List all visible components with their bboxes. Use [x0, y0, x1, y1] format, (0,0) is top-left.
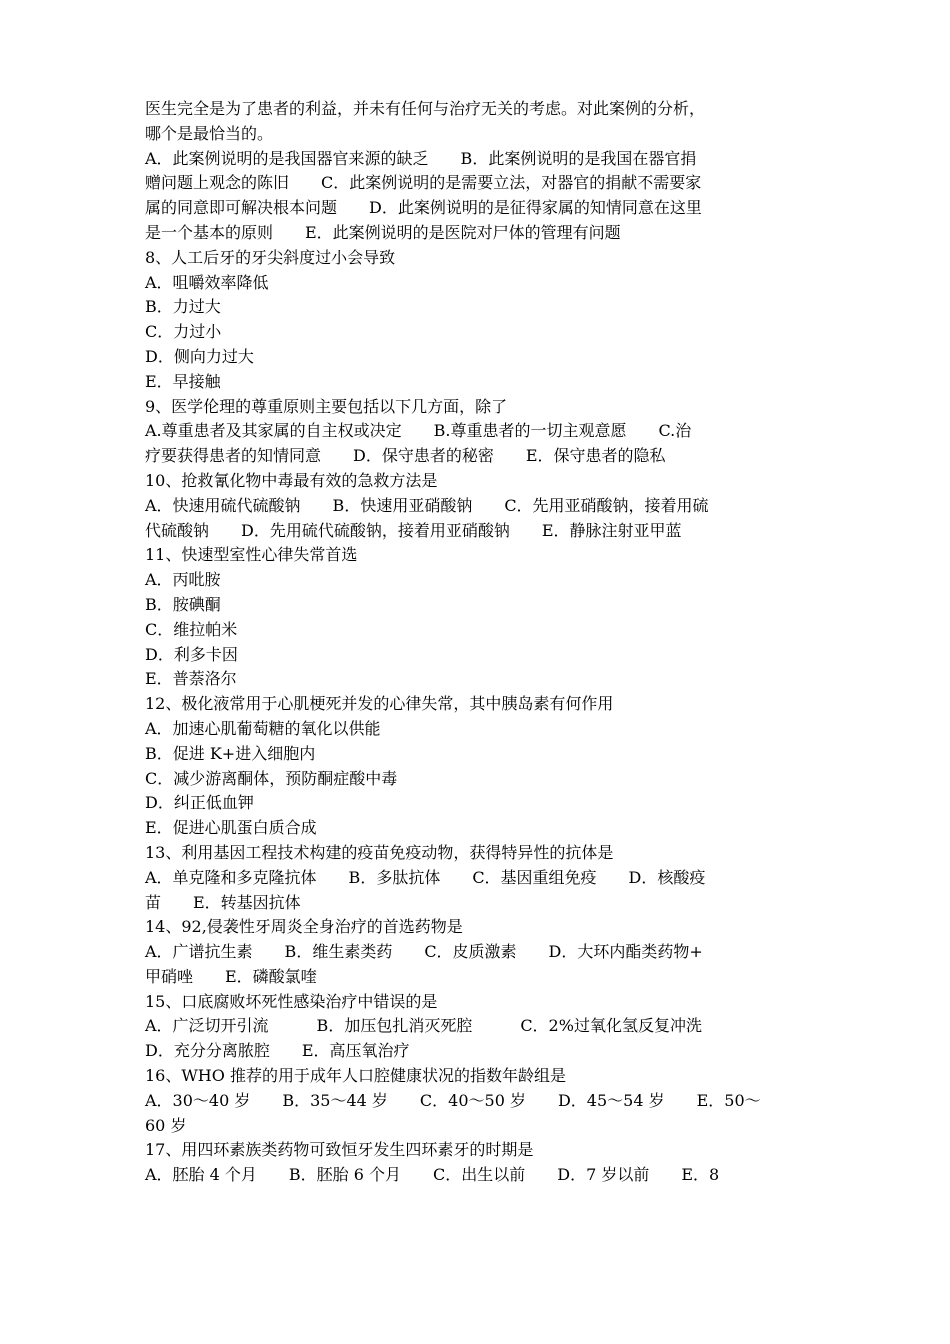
option-line: A．加速心肌葡萄糖的氧化以供能 [145, 718, 381, 738]
option-line: A．咀嚼效率降低 [145, 272, 269, 292]
text-line: 医生完全是为了患者的利益，并未有任何与治疗无关的考虑。对此案例的分析， [145, 99, 706, 118]
question-16-title: 16、WHO 推荐的用于成年人口腔健康状况的指数年龄组是 [145, 1066, 566, 1086]
option-line: 甲硝唑 E．磷酸氯喹 [145, 966, 317, 986]
option-line: B．促进 K+进入细胞内 [145, 743, 316, 763]
question-8-title: 8、人工后牙的牙尖斜度过小会导致 [145, 247, 396, 267]
option-line: A．胚胎 4 个月 B．胚胎 6 个月 C．出生以前 D．7 岁以前 E．8 [145, 1165, 720, 1185]
option-line: D．纠正低血钾 [145, 793, 254, 813]
option-line: D．侧向力过大 [145, 346, 254, 366]
option-line: B．力过大 [145, 297, 221, 317]
option-line: C．力过小 [145, 322, 222, 342]
question-15-title: 15、口底腐败坏死性感染治疗中错误的是 [145, 991, 438, 1011]
question-12-title: 12、极化液常用于心肌梗死并发的心律失常，其中胰岛素有何作用 [145, 694, 614, 714]
option-line: A．广泛切开引流 B．加压包扎消灭死腔 C．2%过氧化氢反复冲洗 [145, 1016, 702, 1036]
option-line: B．胺碘酮 [145, 594, 221, 614]
option-line: E．促进心肌蛋白质合成 [145, 818, 317, 838]
option-line: A．广谱抗生素 B．维生素类药 C．皮质激素 D．大环内酯类药物+ [145, 942, 703, 962]
option-line: 60 岁 [145, 1115, 187, 1135]
option-line: D．利多卡因 [145, 644, 238, 664]
text-line: 是一个基本的原则 E．此案例说明的是医院对尸体的管理有问题 [145, 222, 621, 242]
option-line: 疗要获得患者的知情同意 D．保守患者的秘密 E．保守患者的隐私 [145, 446, 666, 466]
option-line: A．快速用硫代硫酸钠 B．快速用亚硝酸钠 C．先用亚硝酸钠，接着用硫 [145, 495, 709, 515]
option-line: C．减少游离酮体，预防酮症酸中毒 [145, 768, 398, 788]
option-line: E．普萘洛尔 [145, 669, 237, 689]
text-line: 赠问题上观念的陈旧 C．此案例说明的是需要立法，对器官的捐献不需要家 [145, 173, 702, 193]
question-14-title: 14、92,侵袭性牙周炎全身治疗的首选药物是 [145, 917, 463, 937]
option-line: C．维拉帕米 [145, 619, 238, 639]
question-11-title: 11、快速型室性心律失常首选 [145, 545, 358, 565]
option-line: A．丙吡胺 [145, 570, 221, 590]
question-9-title: 9、医学伦理的尊重原则主要包括以下几方面，除了 [145, 396, 508, 416]
option-line: A．30～40 岁 B．35～44 岁 C．40～50 岁 D．45～54 岁 E．50～ [145, 1090, 761, 1110]
option-line: E．早接触 [145, 371, 221, 391]
text-line: 属的同意即可解决根本问题 D．此案例说明的是征得家属的知情同意在这里 [145, 198, 702, 218]
text-line: 哪个是最恰当的。 [145, 123, 274, 143]
question-10-title: 10、抢救氰化物中毒最有效的急救方法是 [145, 470, 438, 490]
text-line: A．此案例说明的是我国器官来源的缺乏 B．此案例说明的是我国在器官捐 [145, 148, 697, 168]
option-line: D．充分分离脓腔 E．高压氧治疗 [145, 1041, 410, 1061]
question-17-title: 17、用四环素族类药物可致恒牙发生四环素牙的时期是 [145, 1140, 534, 1160]
option-line: A.尊重患者及其家属的自主权或决定 B.尊重患者的一切主观意愿 C.治 [145, 421, 692, 441]
option-line: 苗 E．转基因抗体 [145, 892, 301, 912]
option-line: 代硫酸钠 D．先用硫代硫酸钠，接着用亚硝酸钠 E．静脉注射亚甲蓝 [145, 520, 682, 540]
question-13-title: 13、利用基因工程技术构建的疫苗免疫动物，获得特异性的抗体是 [145, 842, 614, 862]
document-page [145, 97, 813, 1188]
option-line: A．单克隆和多克隆抗体 B．多肽抗体 C．基因重组免疫 D．核酸疫 [145, 867, 706, 887]
